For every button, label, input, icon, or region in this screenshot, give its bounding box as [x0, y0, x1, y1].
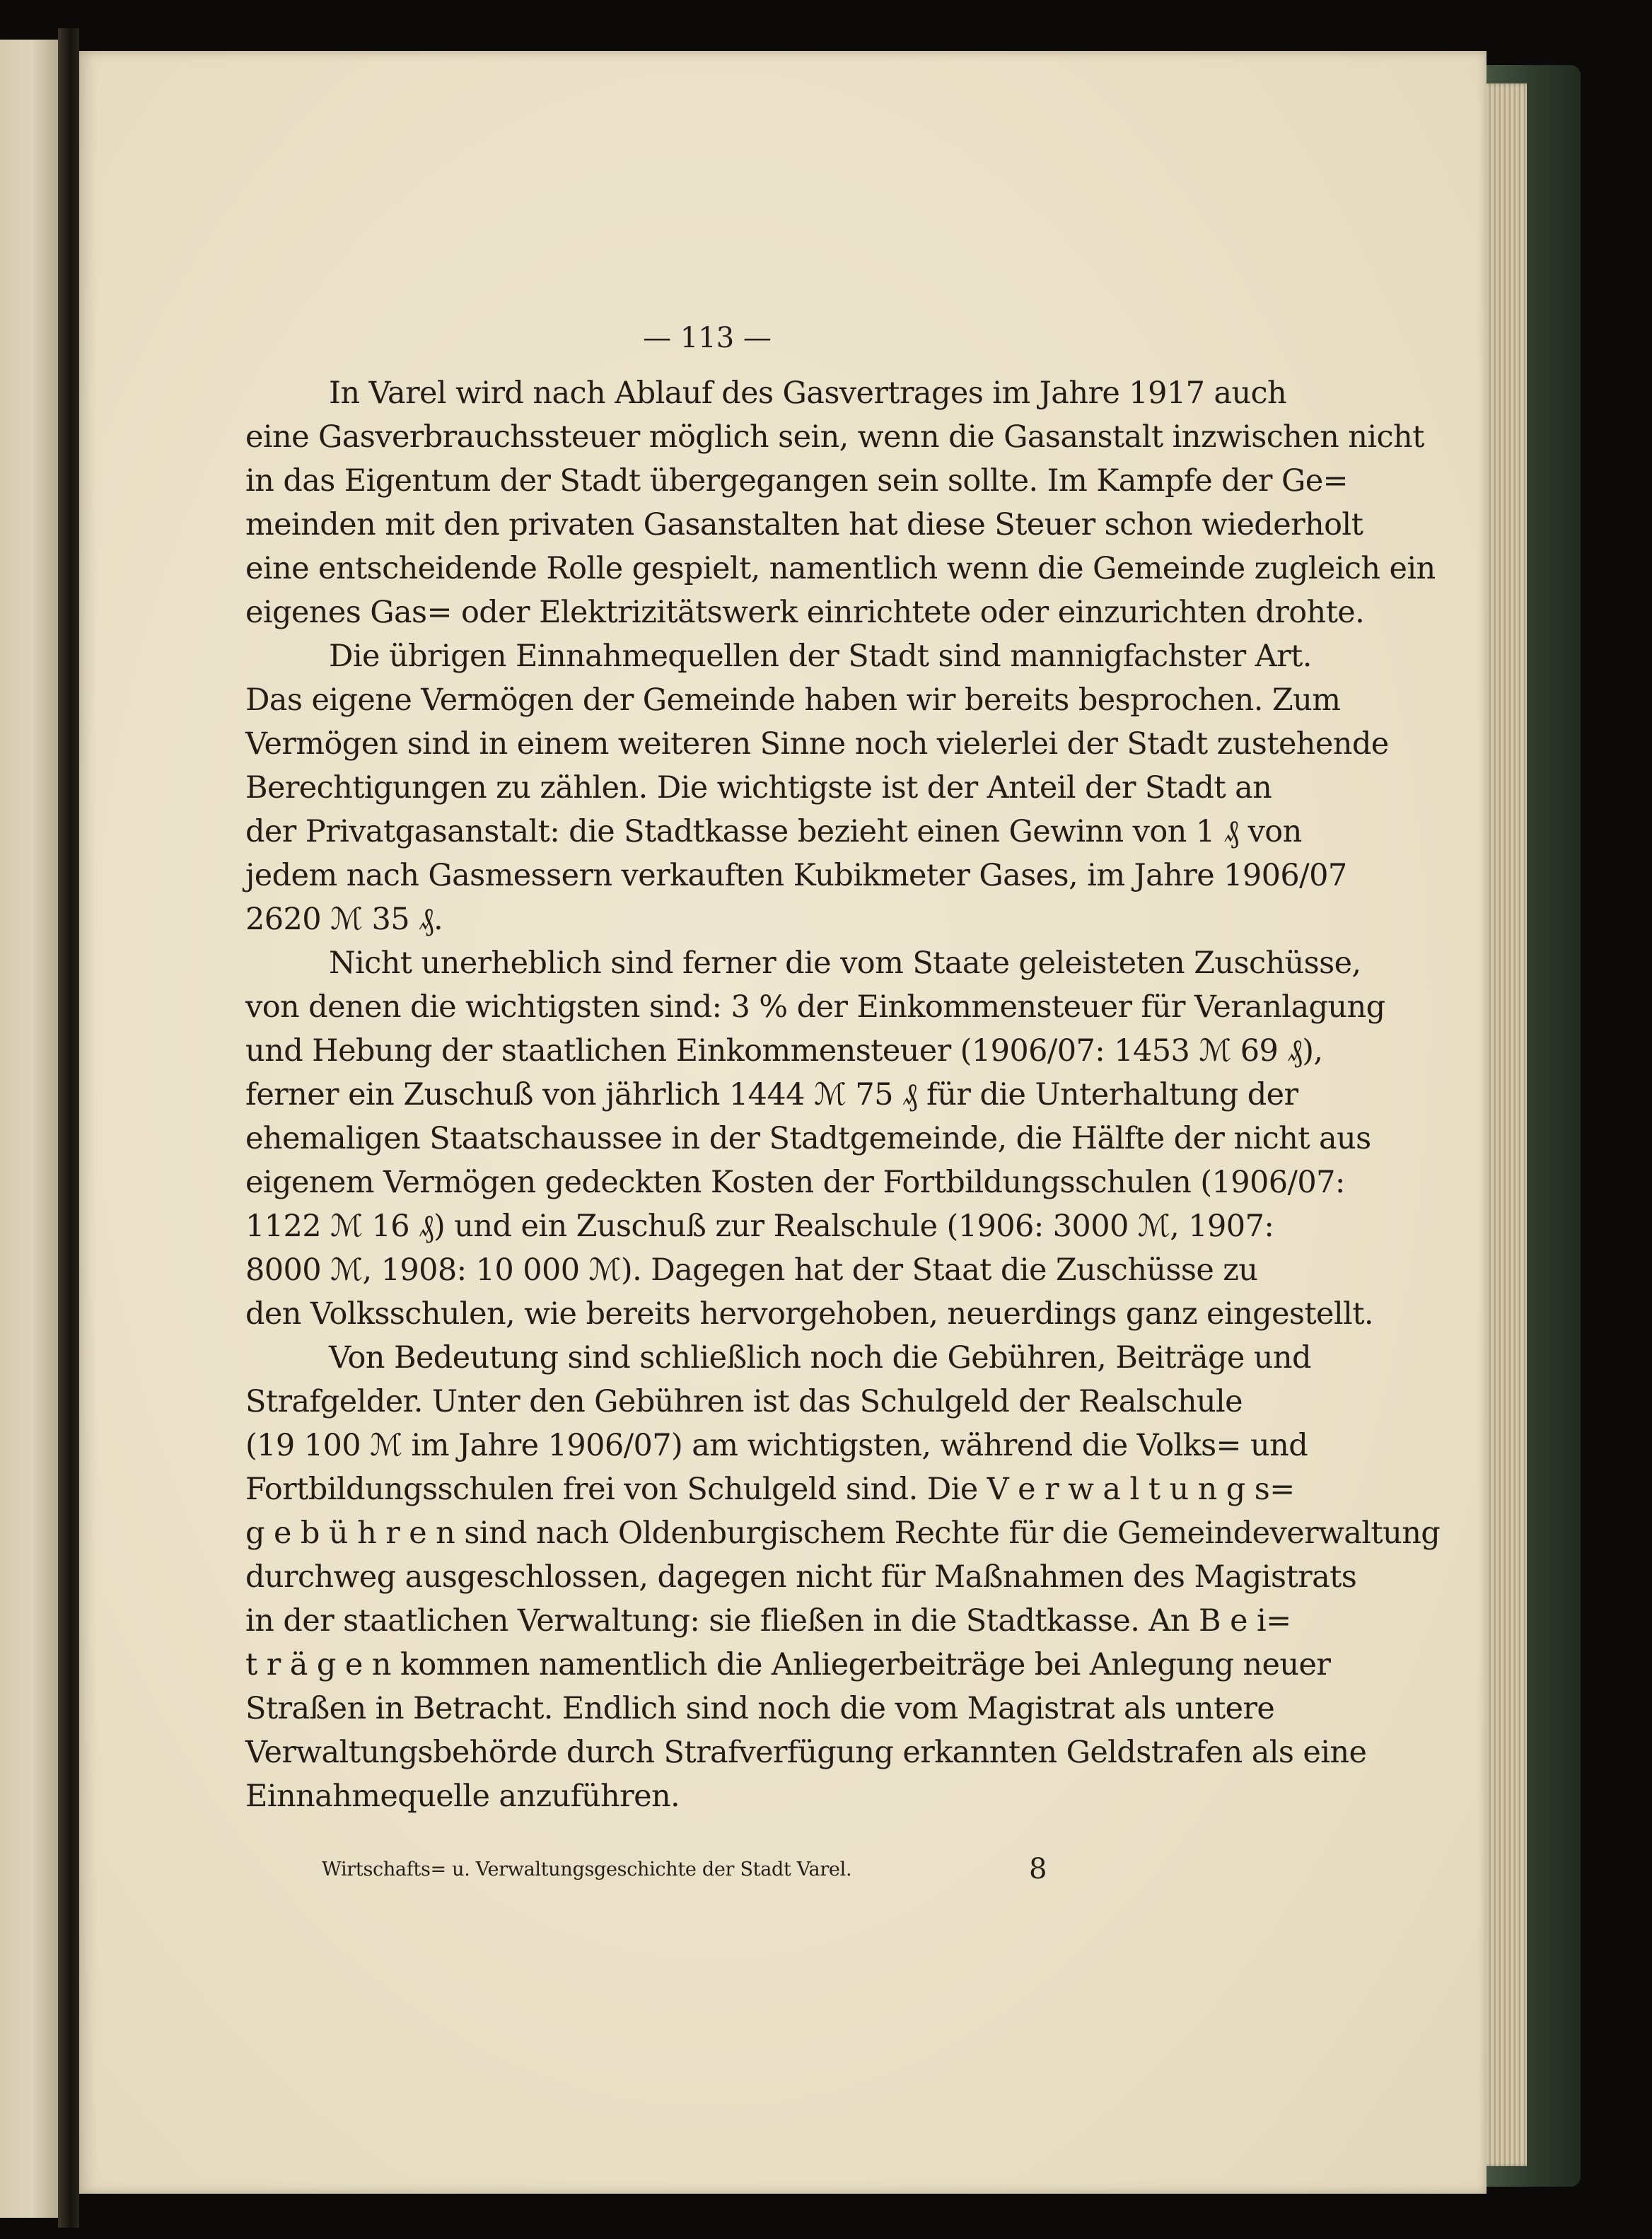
text-line: den Volksschulen, wie bereits hervorgehoben, neuerdings ganz eingestellt. — [245, 1296, 1373, 1332]
text-line: Vermögen sind in einem weiteren Sinne noch vielerlei der Stadt zustehende — [245, 726, 1389, 762]
footer-book-title: Wirtschafts= u. Verwaltungsgeschichte der Stadt Varel. — [322, 1859, 852, 1880]
text-line: eigenem Vermögen gedeckten Kosten der Fortbildungsschulen (1906/07: — [245, 1165, 1345, 1200]
text-line: ferner ein Zuschuß von jährlich 1444 ℳ 75 ₰ für die Unterhaltung der — [245, 1077, 1298, 1112]
text-line: eigenes Gas= oder Elektrizitätswerk einrichtete oder einzurichten drohte. — [245, 595, 1365, 630]
text-line: Fortbildungsschulen frei von Schulgeld sind. Die V e r w a l t u n g s= — [245, 1472, 1295, 1507]
left-page-edge — [0, 40, 58, 2218]
text-line: (19 100 ℳ im Jahre 1906/07) am wichtigsten, während die Volks= und — [245, 1428, 1308, 1463]
text-line: jedem nach Gasmessern verkauften Kubikmeter Gases, im Jahre 1906/07 — [245, 858, 1347, 893]
text-line: in der staatlichen Verwaltung: sie fließen in die Stadtkasse. An B e i= — [245, 1603, 1291, 1639]
text-line: von denen die wichtigsten sind: 3 % der Einkommensteuer für Veranlagung — [245, 989, 1385, 1025]
text-line: Einnahmequelle anzuführen. — [245, 1779, 680, 1814]
text-line: Nicht unerheblich sind ferner die vom Staate geleisteten Zuschüsse, — [329, 946, 1361, 981]
text-line: durchweg ausgeschlossen, dagegen nicht für Maßnahmen des Magistrats — [245, 1559, 1357, 1595]
body-text — [245, 371, 1441, 1818]
paragraph — [245, 634, 1389, 941]
text-line: g e b ü h r e n sind nach Oldenburgischem Rechte für die Gemeindeverwaltung — [245, 1516, 1441, 1551]
text-line: eine entscheidende Rolle gespielt, namentlich wenn die Gemeinde zugleich ein — [245, 551, 1436, 586]
text-line: Verwaltungsbehörde durch Strafverfügung erkannten Geldstrafen als eine — [245, 1735, 1367, 1770]
text-line: t r ä g e n kommen namentlich die Anliegerbeiträge bei Anlegung neuer — [245, 1647, 1331, 1682]
page-number: — 113 — — [643, 322, 772, 354]
book-gutter — [58, 28, 79, 2228]
text-line: ehemaligen Staatschaussee in der Stadtgemeinde, die Hälfte der nicht aus — [245, 1121, 1371, 1156]
page-footer — [322, 1853, 1061, 1890]
text-line: Berechtigungen zu zählen. Die wichtigste ist der Anteil der Stadt an — [245, 770, 1272, 806]
paragraph — [245, 371, 1436, 634]
text-line: in das Eigentum der Stadt übergegangen sein sollte. Im Kampfe der Ge= — [245, 463, 1348, 499]
text-line: eine Gasverbrauchssteuer möglich sein, wenn die Gasanstalt inzwischen nicht — [245, 419, 1424, 455]
text-line: und Hebung der staatlichen Einkommensteuer (1906/07: 1453 ℳ 69 ₰), — [245, 1033, 1323, 1069]
text-line: Die übrigen Einnahmequellen der Stadt sind mannigfachster Art. — [329, 639, 1312, 674]
page-edges — [1482, 83, 1527, 2166]
text-line: 8000 ℳ, 1908: 10 000 ℳ). Dagegen hat der Staat die Zuschüsse zu — [245, 1252, 1258, 1288]
text-line: der Privatgasanstalt: die Stadtkasse bezieht einen Gewinn von 1 ₰ von — [245, 814, 1302, 849]
footer-signature-mark: 8 — [1029, 1853, 1047, 1885]
text-line: Das eigene Vermögen der Gemeinde haben wir bereits besprochen. Zum — [245, 682, 1341, 718]
text-line: Strafgelder. Unter den Gebühren ist das Schulgeld der Realschule — [245, 1384, 1243, 1419]
text-line: Straßen in Betracht. Endlich sind noch die vom Magistrat als untere — [245, 1691, 1275, 1726]
text-line: In Varel wird nach Ablauf des Gasvertrages im Jahre 1917 auch — [329, 376, 1287, 411]
text-line: 1122 ℳ 16 ₰) und ein Zuschuß zur Realschule (1906: 3000 ℳ, 1907: — [245, 1209, 1274, 1244]
paragraph — [245, 941, 1385, 1336]
text-line: Von Bedeutung sind schließlich noch die Gebühren, Beiträge und — [329, 1340, 1311, 1376]
text-line: 2620 ℳ 35 ₰. — [245, 902, 443, 937]
paragraph — [245, 1336, 1441, 1818]
text-line: meinden mit den privaten Gasanstalten hat diese Steuer schon wiederholt — [245, 507, 1363, 542]
